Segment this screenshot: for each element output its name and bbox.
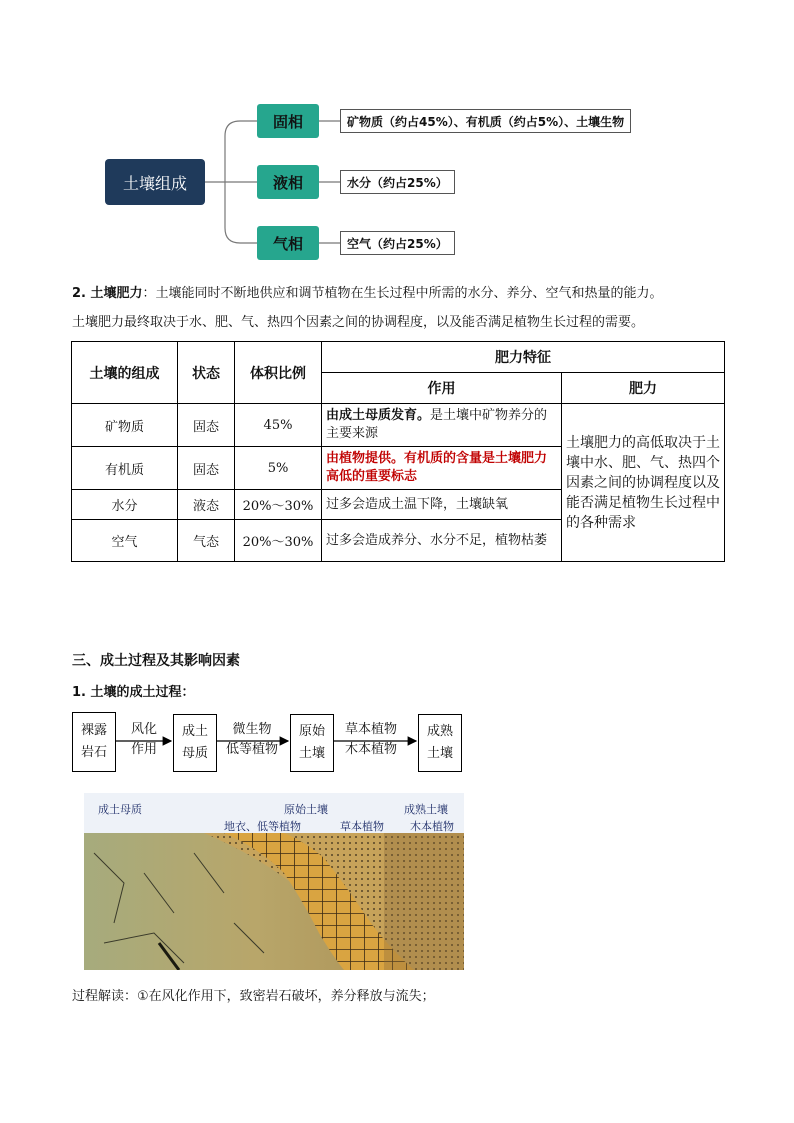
flow-box-line: 土壤	[298, 746, 325, 761]
fertility-definition	[72, 284, 663, 304]
label-primitive-soil: 原始土壤	[284, 803, 328, 816]
gas-detail: 空气（约占25%）	[340, 231, 455, 255]
liquid-detail: 水分（约占25%）	[340, 170, 455, 194]
soil-formation-illustration	[84, 793, 464, 970]
row-function-highlight: 由植物提供。有机质的含量是土壤肥力高低的重要标志	[322, 447, 562, 490]
row-name: 空气	[72, 520, 178, 562]
arrow-label-bottom: 低等植物	[225, 742, 278, 757]
phase-solid: 固相	[257, 104, 319, 138]
fertility-colon: ：	[142, 286, 156, 301]
flow-box-line: 裸露	[80, 723, 107, 738]
row-ratio: 45%	[235, 404, 322, 447]
section-title: 三、成土过程及其影响因素	[72, 653, 240, 669]
row-function-bold: 由成土母质发育。	[326, 408, 431, 423]
arrow-label-top: 草本植物	[344, 722, 397, 737]
row-name: 矿物质	[72, 404, 178, 447]
header-function: 作用	[322, 373, 562, 404]
label-herb: 草本植物	[340, 820, 384, 833]
flow-box-line: 母质	[181, 746, 208, 761]
flow-arrows	[0, 700, 794, 780]
label-wood: 木本植物	[410, 820, 454, 833]
label-parent-material: 成土母质	[98, 803, 142, 816]
label-lichen: 地衣、低等植物	[224, 820, 301, 833]
row-state: 固态	[178, 404, 235, 447]
row-function	[322, 404, 562, 447]
phase-gas: 气相	[257, 226, 319, 260]
row-state: 气态	[178, 520, 235, 562]
flow-box-line: 原始	[298, 724, 325, 739]
row-function: 过多会造成养分、水分不足，植物枯萎	[322, 520, 562, 562]
section-subtitle: 1. 土壤的成土过程：	[72, 685, 195, 700]
flow-box-line: 成熟	[426, 724, 453, 739]
flow-box-line: 土壤	[426, 746, 453, 761]
row-function: 过多会造成土温下降，土壤缺氧	[322, 490, 562, 520]
table-row	[72, 404, 725, 447]
label-mature-soil: 成熟土壤	[404, 803, 448, 816]
row-ratio: 20%～30%	[235, 490, 322, 520]
arrow-label-top: 微生物	[232, 722, 272, 737]
flow-box-line: 成土	[181, 724, 208, 739]
fertility-definition-text: 土壤能同时不断地供应和调节植物在生长过程中所需的水分、养分、空气和热量的能力。	[155, 286, 663, 301]
fertility-heading: 2. 土壤肥力	[72, 286, 143, 301]
row-ratio: 20%～30%	[235, 520, 322, 562]
arrow-label-bottom: 作用	[130, 742, 157, 757]
arrow-label-top: 风化	[130, 722, 157, 737]
header-ratio: 体积比例	[235, 342, 322, 404]
arrow-label-bottom: 木本植物	[344, 742, 397, 757]
header-feature: 肥力特征	[322, 342, 725, 373]
row-function-rest: 是土壤中矿物养分的主要来源	[326, 408, 548, 441]
row-ratio: 5%	[235, 447, 322, 490]
header-state: 状态	[178, 342, 235, 404]
row-name: 水分	[72, 490, 178, 520]
process-explanation: 过程解读：①在风化作用下，致密岩石破坏，养分释放与流失；	[72, 989, 435, 1004]
flow-box-line: 岩石	[80, 745, 107, 760]
fertility-description: 土壤肥力的高低取决于土壤中水、肥、气、热四个因素之间的协调程度以及能否满足植物生长过程中的各种需求	[562, 404, 725, 562]
soil-composition-table	[71, 341, 725, 562]
row-state: 液态	[178, 490, 235, 520]
phase-liquid: 液相	[257, 165, 319, 199]
header-composition: 土壤的组成	[72, 342, 178, 404]
row-name: 有机质	[72, 447, 178, 490]
header-fertility: 肥力	[562, 373, 725, 404]
mindmap-root: 土壤组成	[105, 159, 205, 205]
fertility-line2: 土壤肥力最终取决于水、肥、气、热四个因素之间的协调程度，以及能否满足植物生长过程的需要。	[72, 315, 645, 330]
row-state: 固态	[178, 447, 235, 490]
solid-detail: 矿物质（约占45%）、有机质（约占5%）、土壤生物	[340, 109, 631, 133]
